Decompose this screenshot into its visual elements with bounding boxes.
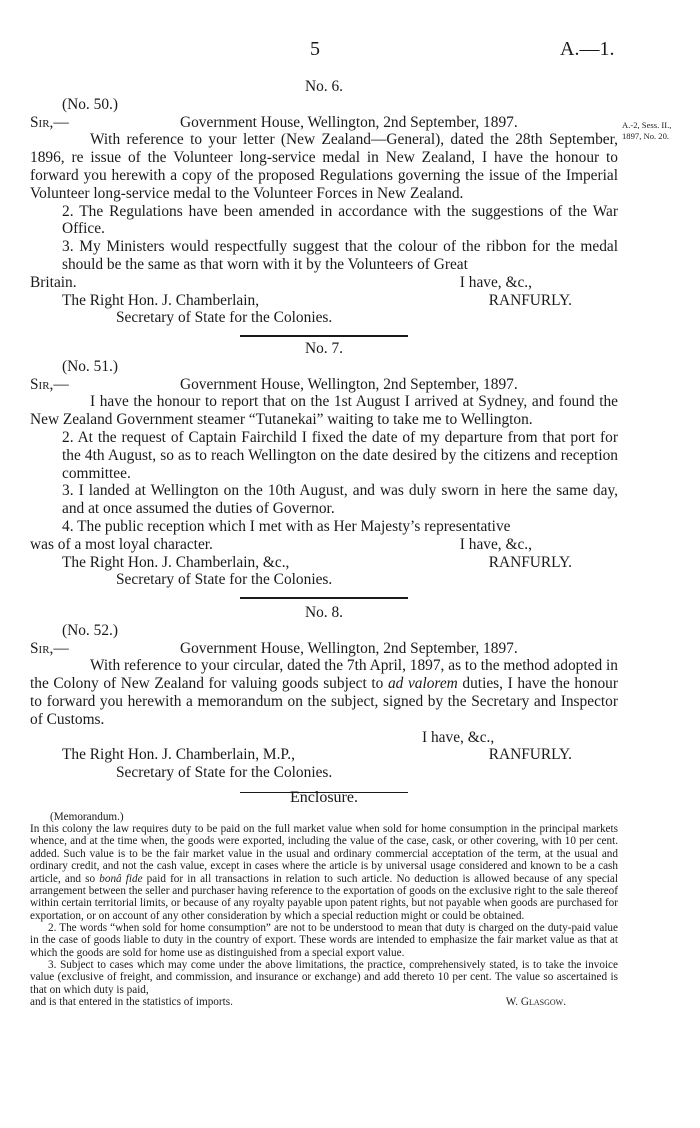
signature: RANFURLY. bbox=[488, 291, 572, 309]
letter-no-7 bbox=[30, 340, 618, 605]
side-note bbox=[622, 120, 700, 142]
page-number: 5 bbox=[310, 38, 320, 60]
letter-paragraph: 4. The public reception which I met with as Her Majesty’s representative bbox=[62, 517, 511, 535]
side-note-line: A.-2, Sess. II., bbox=[622, 120, 672, 130]
salutation: Sir,— bbox=[30, 639, 69, 657]
letter-number: (No. 52.) bbox=[62, 621, 118, 639]
memo-paragraph: 2. The words “when sold for home consumption” are not to be understood to mean that duty is charged on the duty-paid value in the case of goods liable to duty in the country of export. These words are intended to emphasize the fair market value as that at which the goods are sold for home use as distinguished from a special export value. bbox=[30, 921, 618, 959]
place-date: Government House, Wellington, 2nd September, 1897. bbox=[180, 113, 518, 131]
signature: RANFURLY. bbox=[488, 553, 572, 571]
salutation: Sir,— bbox=[30, 113, 69, 131]
memo-text: paid for in all transactions in relation to such article. No deduction is allowed because of any special arrangement between the seller and purchaser having reference to the exportation of goods on the exclusive right to the sale thereof within certain territorial limits, or because of any royalty payable upon patent rights, but not payable when goods are purchased for exportation, or on account of any other consideration by which a special reduction might or could be obtained. bbox=[30, 872, 618, 922]
place-date: Government House, Wellington, 2nd September, 1897. bbox=[180, 375, 518, 393]
salutation: Sir,— bbox=[30, 375, 69, 393]
letter-paragraph bbox=[30, 657, 618, 728]
addressee-row bbox=[30, 746, 618, 764]
letter-paragraph: 2. At the request of Captain Fairchild I fixed the date of my departure from that port for the 4th August, so as to reach Wellington on the date desired by the citizens and reception committee. bbox=[62, 428, 618, 482]
letter-paragraph: I have the honour to report that on the 1st August I arrived at Sydney, and found the New Zealand Government steamer “Tutanekai” waiting to take me to Wellington. bbox=[30, 393, 618, 429]
letter-paragraph: 2. The Regulations have been amended in accordance with the suggestions of the War Office. bbox=[62, 202, 618, 238]
enclosure-title: Enclosure. bbox=[290, 789, 358, 806]
closing: I have, &c., bbox=[459, 535, 532, 553]
letter-no-6 bbox=[30, 78, 618, 343]
memo-paragraph: 3. Subject to cases which may come under the above limitations, the practice, comprehensively stated, is to take the invoice value (exclusive of freight, and commission, and insurance or exchange) and add thereto 10 per cent. The value so ascertained is that on which duty is paid, bbox=[30, 958, 618, 996]
letter-number: (No. 50.) bbox=[62, 95, 118, 113]
italic-term: bonâ fide bbox=[99, 872, 143, 885]
letter-heading bbox=[30, 376, 618, 394]
letter-title: No. 8. bbox=[304, 604, 344, 621]
divider bbox=[240, 335, 408, 337]
addressee-title: Secretary of State for the Colonies. bbox=[116, 309, 333, 327]
addressee: The Right Hon. J. Chamberlain, bbox=[62, 291, 260, 309]
divider bbox=[240, 597, 408, 599]
memo-text: In this colony the law requires duty to be paid on the full market value when sold for home consumption in the principal markets whence, and at the time when, the goods were exported, including the value of the case, cask, or other covering, with 10 per cent. added. Such value is to be the fair market value in the usual and ordinary commercial acceptation of the term, at the usual and ordinary credit, and not the cash value, except in cases where the article is by universal usage considered and known to be a cash article, and so bbox=[30, 823, 618, 885]
enclosure bbox=[30, 789, 618, 1008]
addressee: The Right Hon. J. Chamberlain, M.P., bbox=[62, 746, 295, 764]
addressee-row bbox=[30, 554, 618, 572]
closing: I have, &c., bbox=[459, 273, 532, 291]
addressee: The Right Hon. J. Chamberlain, &c., bbox=[62, 553, 290, 571]
letter-paragraph: With reference to your letter (New Zealand—General), dated the 28th September, 1896, re issue of the Volunteer long-service medal in New Zealand, I have the honour to forward you herewith a copy of the proposed Regulations governing the issue of the Imperial Volunteer long-service medal to the Volunteer Forces in New Zealand. bbox=[30, 131, 618, 202]
addressee-title: Secretary of State for the Colonies. bbox=[116, 571, 333, 589]
addressee-row bbox=[30, 292, 618, 310]
letter-paragraph: 3. My Ministers would respectfully suggest that the colour of the ribbon for the medal should be the same as that worn with it by the Volunteers of Great bbox=[62, 238, 618, 273]
signature: RANFURLY. bbox=[488, 746, 572, 764]
memo-closing-row bbox=[30, 996, 618, 1008]
closing-row bbox=[30, 274, 618, 292]
letter-heading bbox=[30, 114, 618, 132]
paragraph-text: With reference to your circular, dated the 7th April, 1897, as to the method adopted in the Colony of New Zealand for valuing goods subject to bbox=[30, 657, 618, 693]
closing-row bbox=[30, 536, 618, 554]
italic-term: ad valorem bbox=[387, 675, 458, 693]
letter-title: No. 6. bbox=[304, 78, 344, 95]
letter-heading bbox=[30, 640, 618, 658]
addressee-title: Secretary of State for the Colonies. bbox=[116, 764, 333, 782]
memo-paragraph bbox=[30, 823, 618, 922]
last-line: was of a most loyal character. bbox=[30, 535, 213, 553]
letter-title: No. 7. bbox=[304, 340, 344, 357]
letter-paragraph: 3. I landed at Wellington on the 10th August, and was duly sworn in here the same day, and at once assumed the duties of Governor. bbox=[62, 482, 618, 518]
memo-label: (Memorandum.) bbox=[50, 810, 124, 823]
memorandum bbox=[30, 811, 618, 1009]
memo-signature: W. Glasgow. bbox=[505, 995, 566, 1008]
place-date: Government House, Wellington, 2nd September, 1897. bbox=[180, 639, 518, 657]
side-note-line: 1897, No. 20. bbox=[622, 131, 670, 141]
document-reference: A.—1. bbox=[560, 38, 615, 60]
paragraph-text: duties, I have the honour to forward you herewith a memorandum on the subject, signed by the Secretary and Inspector of Customs. bbox=[30, 675, 618, 728]
closing: I have, &c., bbox=[422, 728, 495, 746]
last-line: Britain. bbox=[30, 273, 77, 291]
memo-last-line: and is that entered in the statistics of imports. bbox=[30, 995, 233, 1008]
letter-number: (No. 51.) bbox=[62, 357, 118, 375]
letter-no-8 bbox=[30, 604, 618, 799]
